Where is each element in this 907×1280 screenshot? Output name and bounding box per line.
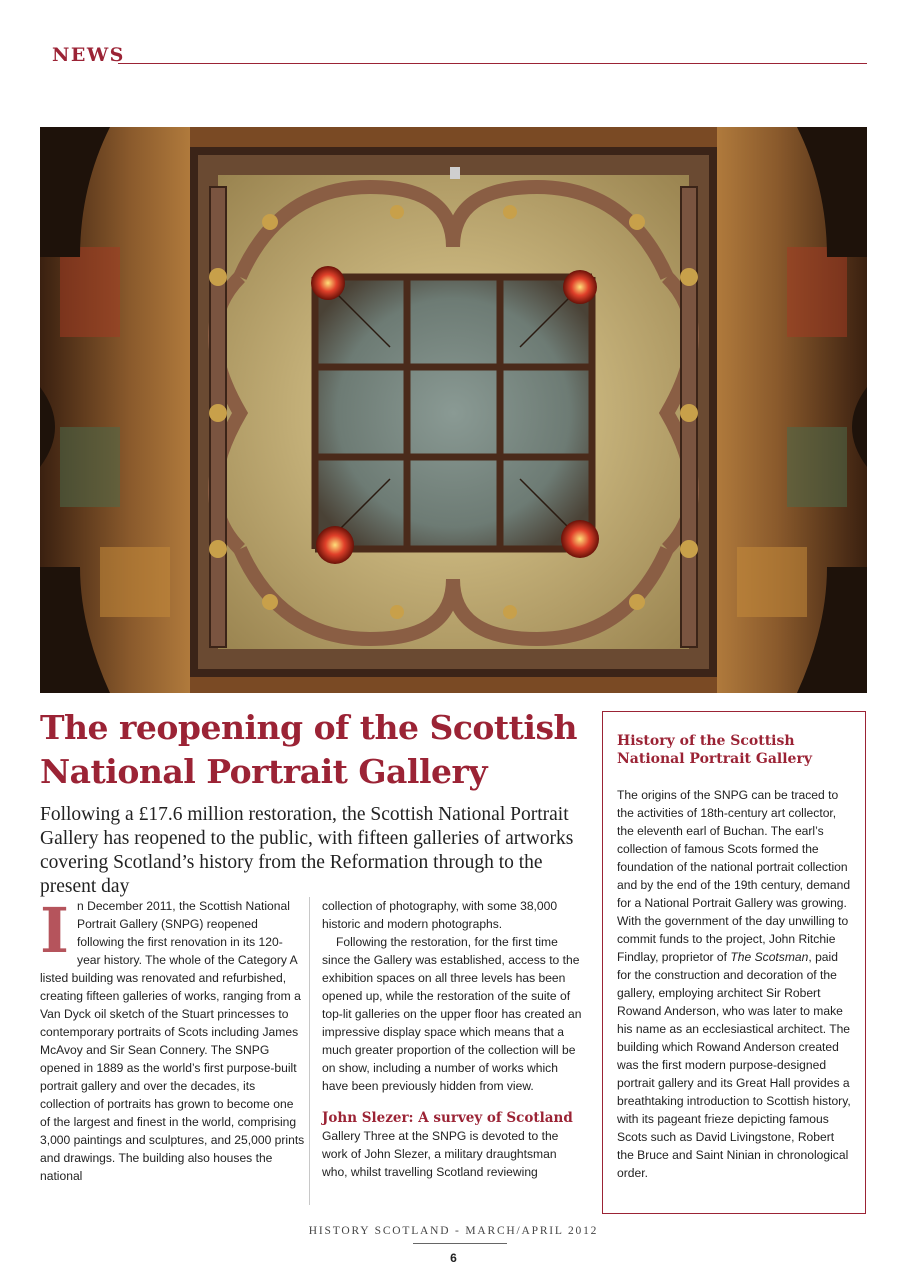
gallery-ceiling-photo — [40, 127, 867, 693]
sidebar-text: The origins of the SNPG can be traced to the activities of 18th-century art collector, the eleventh earl of Buchan. The earl’s collection of famous Scots formed the foundation of the national portrait collection and by the end of the 19th century, demand for a National Portrait Gallery was growing. With the government of the day unwilling to commit funds to the project, John Ritchie Findlay, proprietor of — [617, 788, 851, 964]
ceiling-illustration — [40, 127, 867, 693]
article-column-1 — [40, 894, 306, 1185]
publication-footer: HISTORY SCOTLAND - MARCH/APRIL 2012 — [308, 1225, 599, 1237]
column-divider — [309, 897, 310, 1205]
article-headline: The reopening of the Scottish National Portrait Gallery — [40, 708, 578, 791]
sidebar-title: History of the Scottish National Portrait Gallery — [617, 733, 812, 767]
body-paragraph: collection of photography, with some 38,000 historic and modern photographs. — [322, 899, 558, 931]
sidebar-italic-text: The Scotsman — [730, 950, 809, 964]
body-text-col1: n December 2011, the Scottish National Portrait Gallery (SNPG) reopened following the first renovation in its 120-year history. The whole of the Category A listed building was renovated and refurbished, creating fifteen galleries of works, ranging from a Van Dyck oil sketch of the Stuart princesses to contemporary portraits of Scots including James McAvoy and Sir Sean Connery. The SNPG opened in 1889 as the world’s first purpose-built portrait gallery and over the decades, its collection of portraits has grown to become one of the largest and finest in the world, comprising 3,000 paintings and sculptures, and 25,000 prints and drawings. The building also houses the national — [40, 899, 305, 1183]
sidebar-text: , paid for the construction and decoration of the gallery, employing architect Sir Robert Rowand Anderson, who was later to make his name as an ecclesiastical architect. The building which Rowand Anderson created was the first modern purpose-designed portrait gallery and its Great Hall provides a breathtaking introduction to Scottish history, with its pageant frieze depicting famous Scots such as David Livingstone, Robert the Bruce and Saint Ninian in chronological order. — [617, 950, 851, 1180]
footer-rule — [413, 1243, 507, 1244]
article-subhead: John Slezer: A survey of Scotland — [322, 1110, 573, 1126]
article-column-2 — [322, 897, 584, 1181]
body-paragraph: Following the restoration, for the first time since the Gallery was established, access to the exhibition spaces on all three levels has been opened up, while the restoration of the suite of top-lit galleries on the upper floor has created an impressive display space which means that a much greater proportion of the collection will be on show, including a number of works which have been previously hidden from view. — [322, 935, 582, 1093]
history-sidebar — [602, 711, 866, 1214]
sidebar-body — [617, 786, 851, 1182]
section-rule — [118, 63, 867, 64]
page-number: 6 — [450, 1251, 457, 1265]
body-paragraph: Gallery Three at the SNPG is devoted to the work of John Slezer, a military draughtsman who, whilst travelling Scotland reviewing — [322, 1129, 559, 1179]
article-standfirst: Following a £17.6 million restoration, the Scottish National Portrait Gallery has reopened to the public, with fifteen galleries of artworks covering Scotland’s history from the Reformation through to the present day — [40, 804, 574, 897]
section-label: NEWS — [52, 44, 125, 66]
dropcap: I — [40, 894, 70, 967]
